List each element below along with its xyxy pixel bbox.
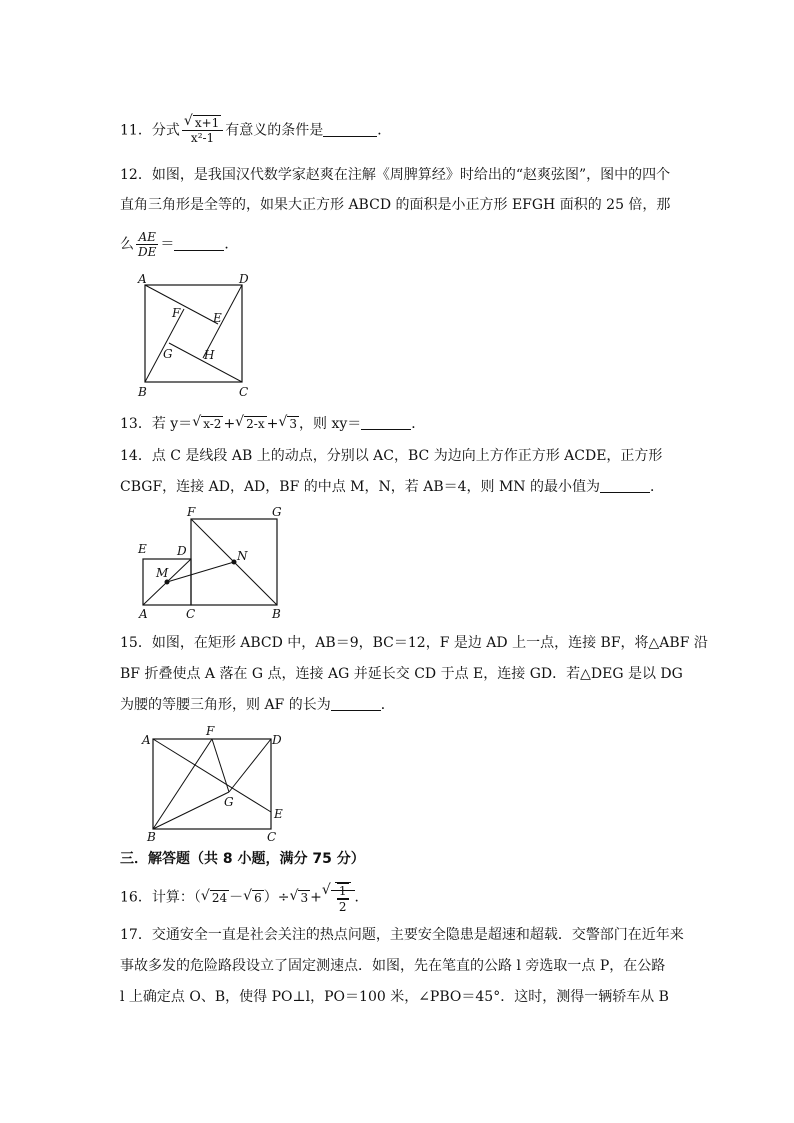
q11-suffix: 有意义的条件是: [225, 122, 324, 139]
q12-answer-blank[interactable]: [174, 236, 224, 251]
q14-line-2: [120, 477, 664, 497]
q11-radical: √ x+1: [184, 116, 221, 130]
q17-line-1: 17．交通安全一直是社会关注的热点问题，主要安全隐患是超速和超载．交警部门在近年来: [120, 927, 684, 943]
q11-answer-blank[interactable]: [323, 122, 377, 137]
q13-radical-1: √ x-2: [192, 414, 223, 434]
q13-prefix: 13．若 y＝: [120, 416, 193, 432]
q12-line-1: 12．如图，是我国汉代数学家赵爽在注解《周脾算经》时给出的“赵爽弦图”，图中的四个: [120, 167, 671, 183]
label-G: G: [272, 505, 282, 519]
q14-answer-blank[interactable]: [600, 478, 650, 493]
label-C: C: [186, 607, 196, 620]
q16-fraction: √ $\frac{1}{2}$: [335, 882, 351, 914]
label-H: H: [204, 348, 215, 362]
label-F: F: [172, 306, 181, 320]
label-E: E: [213, 311, 222, 325]
q13-mid: ，则 xy＝: [299, 416, 362, 432]
label-E: E: [138, 542, 147, 556]
q12-line-3: [120, 230, 238, 259]
q15-end: ．: [380, 697, 395, 713]
q17-line-2: 事故多发的危险路段设立了固定测速点．如图，先在笔直的公路 l 旁选取一点 P，在公路: [120, 958, 666, 974]
squares-figure: [134, 502, 290, 620]
q13-answer-blank[interactable]: [361, 415, 411, 430]
q15-line-1: 15．如图，在矩形 ABCD 中，AB＝9，BC＝12，F 是边 AD 上一点，连接 BF，将△ABF 沿: [120, 635, 708, 651]
q11-prefix: 11．分式: [120, 122, 180, 139]
q16-prefix: 16．计算：（: [120, 889, 201, 906]
label-G: G: [224, 795, 234, 809]
label-A: A: [138, 272, 147, 286]
q13-radical-3: √ 3: [278, 414, 299, 434]
label-D: D: [239, 272, 249, 286]
q17-line-3: l 上确定点 O、B，使得 PO⊥l，PO＝100 米，∠PBO＝45°．这时，测得一辆轿车从 B: [120, 989, 669, 1005]
q13-plus-1: +: [223, 416, 236, 432]
point-N: [232, 560, 237, 565]
q12-line-2: 直角三角形是全等的，如果大正方形 ABCD 的面积是小正方形 EFGH 面积的 25 倍，那: [120, 197, 671, 213]
q12-end: ．: [224, 236, 239, 253]
label-B: B: [147, 830, 156, 842]
q16-end: ．: [354, 889, 369, 906]
point-M: [165, 580, 170, 585]
q16-minus: －: [229, 889, 244, 906]
label-M: M: [156, 566, 169, 580]
q16-radical-1: √ 24: [201, 888, 229, 908]
question-11: [120, 116, 391, 145]
q14-line-1: 14．点 C 是线段 AB 上的动点，分别以 AC，BC 为边向上方作正方形 ACDE，正方形: [120, 448, 663, 464]
q15-line-2: BF 折叠使点 A 落在 G 点，连接 AG 并延长交 CD 于点 E，连接 GD．若△DEG 是以 DG: [120, 666, 683, 682]
label-D: D: [272, 733, 282, 747]
q15-text: 为腰的等腰三角形，则 AF 的长为: [120, 697, 331, 713]
q16-radical-3: √ 3: [289, 888, 310, 908]
label-B: B: [138, 385, 147, 399]
label-F: F: [206, 724, 215, 738]
q11-end: ．: [377, 122, 392, 139]
q15-line-3: [120, 695, 395, 715]
q14-end: ．: [650, 479, 665, 495]
label-E: E: [274, 807, 283, 821]
q11-fraction: [182, 116, 223, 145]
label-F: F: [187, 505, 196, 519]
q16-mid: ）÷: [263, 889, 290, 906]
q13-end: ．: [411, 416, 426, 432]
question-13: [120, 414, 425, 434]
q12-eq: ＝: [160, 236, 175, 253]
q15-answer-blank[interactable]: [331, 696, 381, 711]
label-B: B: [272, 607, 281, 620]
q12-prefix: 么: [120, 236, 134, 253]
label-A: A: [139, 607, 148, 620]
label-C: C: [267, 830, 277, 842]
label-A: A: [142, 733, 151, 747]
zhao-shuang-figure: [136, 268, 258, 400]
q13-radical-2: √ 2-x: [235, 414, 266, 434]
q16-radical-2: √ 6: [243, 888, 264, 908]
q16-plus: +: [310, 889, 322, 906]
label-D: D: [177, 544, 187, 558]
label-C: C: [239, 385, 249, 399]
q11-denominator: x²-1: [190, 131, 215, 145]
q14-text: CBGF，连接 AD，AD，BF 的中点 M，N，若 AB＝4，则 MN 的最小值为: [120, 479, 601, 495]
q16-radical-4: [322, 882, 355, 914]
section-3-heading: 三．解答题（共 8 小题，满分 75 分）: [120, 851, 365, 867]
rectangle-fold-figure: [140, 722, 290, 842]
label-N: N: [237, 549, 248, 563]
q13-plus-2: +: [266, 416, 279, 432]
q12-fraction: $\frac{AE}{DE}$: [138, 230, 157, 259]
question-16: [120, 882, 369, 914]
label-G: G: [163, 347, 173, 361]
